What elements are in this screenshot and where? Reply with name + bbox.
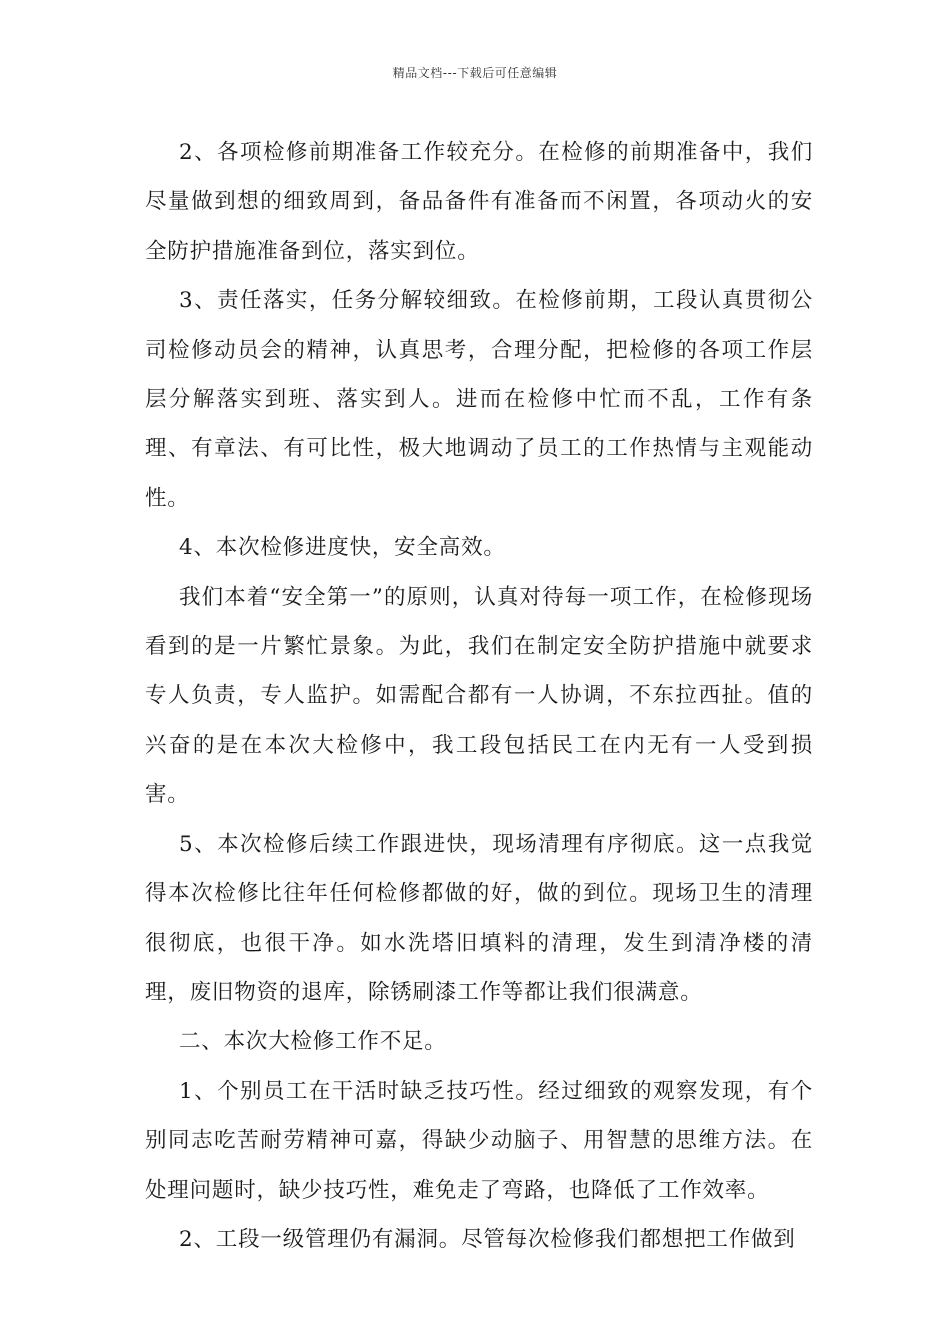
paragraph-progress-heading: 4、本次检修进度快，安全高效。 [179,535,506,561]
paragraph-skill-gap: 1、个别员工在干活时缺乏技巧性。经过细致的观察发现，有个别同志吃苦耐劳精神可嘉，得缺少动脑子、用智慧的思维方法。在处理问题时，缺少技巧性，难免走了弯路，也降低了工作效率。 [145,1078,813,1203]
paragraph-responsibility: 3、责任落实，任务分解较细致。在检修前期，工段认真贯彻公司检修动员会的精神，认真思考，合理分配，把检修的各项工作层层分解落实到班、落实到人。进而在检修中忙而不乱，工作有条理、有章法、有可比性，极大地调动了员工的工作热情与主观能动性。 [145,288,813,511]
document-body [145,128,813,1264]
page-header: 精品文档---下载后可任意编辑 [392,66,558,80]
section-heading-shortcomings: 二、本次大检修工作不足。 [179,1029,447,1055]
paragraph-management-gap: 2、工段一级管理仍有漏洞。尽管每次检修我们都想把工作做到 [179,1226,796,1252]
paragraph-prep-work: 2、各项检修前期准备工作较充分。在检修的前期准备中，我们尽量做到想的细致周到，备品备件有准备而不闲置，各项动火的安全防护措施准备到位，落实到位。 [145,140,813,264]
paragraph-cleanup: 5、本次检修后续工作跟进快，现场清理有序彻底。这一点我觉得本次检修比往年任何检修都做的好，做的到位。现场卫生的清理很彻底，也很干净。如水洗塔旧填料的清理，发生到清净楼的清理，废旧物资的退库，除锈刷漆工作等都让我们很满意。 [145,831,813,1005]
paragraph-safety: 我们本着“安全第一”的原则，认真对待每一项工作，在检修现场看到的是一片繁忙景象。为此，我们在制定安全防护措施中就要求专人负责，专人监护。如需配合都有一人协调，不东拉西扯。值的兴奋的是在本次大检修中，我工段包括民工在内无有一人受到损害。 [145,584,813,808]
